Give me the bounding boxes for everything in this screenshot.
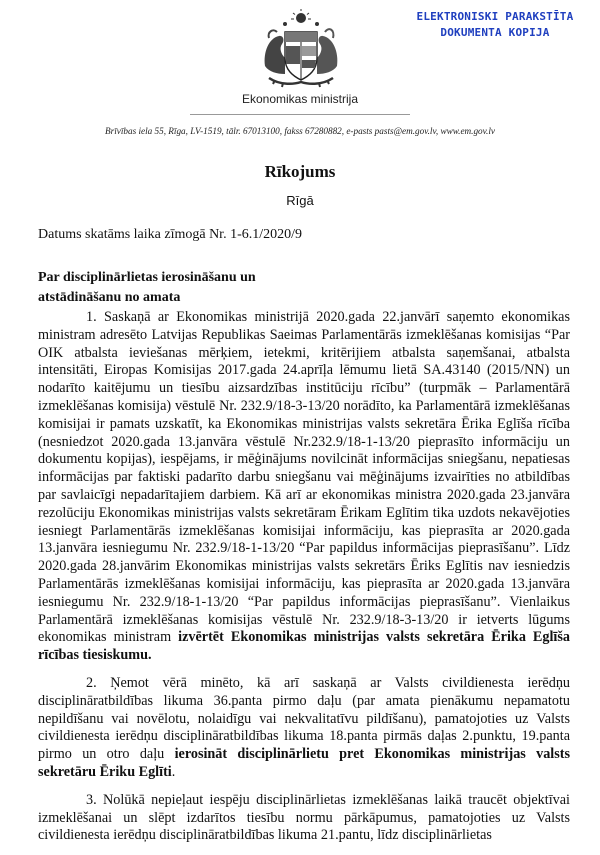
stamp-line-1: ELEKTRONISKI PARAKSTĪTA xyxy=(410,9,580,25)
paragraph-2-end: . xyxy=(172,764,176,780)
electronic-signature-stamp xyxy=(410,9,580,41)
ministry-name: Ekonomikas ministrija xyxy=(0,92,600,106)
paragraph-1-bold: izvērtēt Ekonomikas ministrijas valsts sekretāra Ērika Eglīša rīcības tiesiskumu. xyxy=(38,629,570,663)
document-subject xyxy=(38,268,256,308)
paragraph-2-text: Ņemot vērā minēto, kā arī saskaņā ar Valsts civildienesta ierēdņu disciplināratbildības likuma 36.panta pirmo daļu (par amata pienākumu nepamatotu nepildīšanu vai novēlotu, nolaidīgu vai nekvalitatīvu pildīšanu), pamatojoties uz Valsts civildienesta ierēdņu disciplināratbildības likuma 18.panta pirmās daļas 2.punktu, 19.panta pirmo un otro daļu xyxy=(38,675,570,762)
subject-line-2: atstādināšanu no amata xyxy=(38,288,256,308)
paragraph-1-text: Saskaņā ar Ekonomikas ministrijā 2020.gada 22.janvārī saņemto ekonomikas ministram adresēto Latvijas Republikas Saeimas Parlamentārās izmeklēšanas komisijas “Par OIK atbalsta ieviešanas mērķiem, ietekmi, kritērijiem atbalsta saņemšanai, atbalsta intensitāti, Eiropas Komisijas 2017.gada 24.aprīļa lēmumu lietā SA.43140 (2015/NN) un nodarīto kaitējumu un tiesību aizsardzības institūciju rīcību” (turpmāk – Parlamentārā izmeklēšanas komisija) vēstulē Nr. 232.9/18-3-13/20 norādīto, ka Parlamentārā izmeklēšanas komisijai ir pamats uzskatīt, ka Ekonomikas ministrijas valsts sekretāra Ērika Eglīša rīcība (nesniedzot 2020.gada 13.janvāra vēstulē Nr.232.9/18-1-13/20 pieprasīto informāciju un dokumentu kopijas), iespējams, ir mēģinājums novilcināt informācijas sniegšanu, nepatiesas informācijas par faktiski padarīto darbu sniegšanu vai mēģinājums izvairīties no atbildības par savlaicīgi nepadarītajiem darbiem. Kā arī ar ekonomikas ministra 2020.gada 23.janvāra rezolūciju Ekonomikas ministrijas valsts sekretāram Ērikam Eglītim tika uzdots nekavējoties iesniegt Parlamentārās izmeklēšanas komisijai informāciju, kas pieprasīta ar 2020.gada 13.janvāra iesniegumu Nr. 232.9/18-1-13/20 “Par papildus informācijas pieprasīšanu”. Līdz 2020.gada 28.janvārim Ekonomikas ministrijas valsts sekretārs Ēriks Eglītis nav iesniedzis Parlamentārās izmeklēšanas komisijai informāciju, kas pieprasīta ar 2020.gada 13.janvāra iesniegumu Nr. 232.9/18-1-13/20 “Par papildus informācijas pieprasīšanu”. Vienlaikus Parlamentārā izmeklēšanas komisijas vēstulē Nr. 232.9/18-3-13/20 ir ietverts lūgums ekonomikas ministram xyxy=(38,309,570,645)
document-dateline: Datums skatāms laika zīmogā Nr. 1-6.1/2020/9 xyxy=(38,227,302,243)
ministry-contacts: Brīvības iela 55, Rīga, LV-1519, tālr. 67013100, fakss 67280882, e-pasts pasts@em.gov.lv, www.em.gov.lv xyxy=(0,126,600,136)
document-place: Rīgā xyxy=(0,193,600,208)
latvia-coat-of-arms-icon xyxy=(255,8,347,88)
paragraph-1 xyxy=(38,309,570,665)
paragraph-number-3: 3. xyxy=(86,792,103,808)
document-title: Rīkojums xyxy=(0,162,600,182)
stamp-line-2: DOKUMENTA KOPIJA xyxy=(410,25,580,41)
subject-line-1: Par disciplinārlietas ierosināšanu un xyxy=(38,268,256,288)
paragraph-2 xyxy=(38,675,570,782)
paragraph-2-bold: ierosināt disciplinārlietu pret Ekonomikas ministrijas valsts sekretāru Ēriku Eglīti xyxy=(38,746,570,780)
document-body xyxy=(38,309,570,855)
paragraph-3-text: Nolūkā nepieļaut iespēju disciplinārlietas izmeklēšanas laikā traucēt objektīvai izmeklēšanai un slēpt izdarītos tiesību normu pārkāpumus, pamatojoties uz Valsts civildienesta ierēdņu disciplināratbildības likuma 21.pantu, līdz disciplinārlietas xyxy=(38,792,570,844)
paragraph-number-1: 1. xyxy=(86,309,104,325)
paragraph-number-2: 2. xyxy=(86,675,110,691)
header-divider xyxy=(190,114,410,115)
paragraph-3 xyxy=(38,792,570,845)
